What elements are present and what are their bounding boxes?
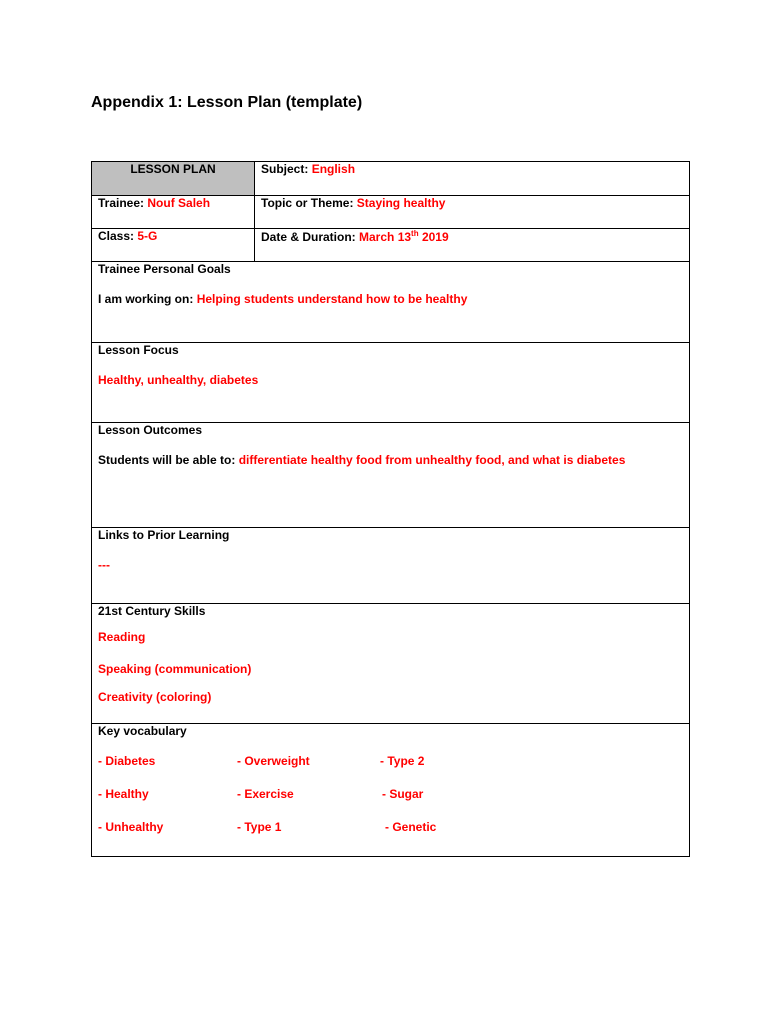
topic-value: Staying healthy [356, 196, 446, 210]
table-row [92, 196, 690, 229]
table-row [92, 262, 690, 343]
date-value-year: 2019 [418, 230, 449, 244]
vocab-item: - Unhealthy [98, 820, 164, 834]
table-row [92, 604, 690, 724]
focus-title: Lesson Focus [98, 343, 179, 357]
prior-learning-title: Links to Prior Learning [98, 528, 230, 542]
trainee-label: Trainee: [98, 196, 145, 210]
table-row [92, 423, 690, 528]
skills-cell [92, 604, 690, 724]
vocab-title: Key vocabulary [98, 724, 187, 738]
skills-title: 21st Century Skills [98, 604, 206, 618]
goals-body [98, 292, 683, 306]
trainee-value: Nouf Saleh [147, 196, 211, 210]
subject-label: Subject: [261, 162, 309, 176]
skill-item: Speaking (communication) [98, 662, 252, 676]
trainee-cell [92, 196, 255, 229]
vocab-item: - Overweight [237, 754, 310, 768]
goals-value: Helping students understand how to be healthy [196, 292, 468, 306]
table-row [92, 724, 690, 857]
topic-cell [255, 196, 690, 229]
table-row [92, 343, 690, 423]
date-cell [255, 229, 690, 262]
vocab-item: - Healthy [98, 787, 149, 801]
vocab-item: - Type 1 [237, 820, 282, 834]
prior-learning-value: --- [98, 558, 110, 572]
vocab-item: - Sugar [382, 787, 424, 801]
class-label: Class: [98, 229, 135, 243]
goals-title: Trainee Personal Goals [98, 262, 231, 276]
date-value-main: March 13 [359, 230, 412, 244]
focus-value: Healthy, unhealthy, diabetes [98, 373, 259, 387]
table-row [92, 162, 690, 196]
skill-item: Creativity (coloring) [98, 690, 212, 704]
vocab-item: - Diabetes [98, 754, 156, 768]
goals-cell [92, 262, 690, 343]
page-title: Appendix 1: Lesson Plan (template) [91, 94, 363, 111]
focus-cell [92, 343, 690, 423]
outcomes-value: differentiate healthy food from unhealthy food, and what is diabetes [238, 453, 626, 467]
subject-value: English [311, 162, 356, 176]
vocab-item: - Type 2 [380, 754, 425, 768]
date-value-suffix: th [411, 229, 419, 238]
outcomes-label: Students will be able to: [98, 453, 236, 467]
table-row [92, 229, 690, 262]
date-value [359, 230, 449, 244]
topic-label: Topic or Theme: [261, 196, 354, 210]
vocab-cell [92, 724, 690, 857]
outcomes-cell [92, 423, 690, 528]
lesson-plan-label: LESSON PLAN [130, 162, 216, 176]
prior-learning-cell [92, 528, 690, 604]
outcomes-title: Lesson Outcomes [98, 423, 203, 437]
skill-item: Reading [98, 630, 146, 644]
subject-cell [255, 162, 690, 196]
date-label: Date & Duration: [261, 230, 356, 244]
table-row [92, 528, 690, 604]
vocab-item: - Genetic [385, 820, 437, 834]
outcomes-body [98, 453, 683, 467]
lesson-plan-header-cell [92, 162, 255, 196]
vocab-grid [98, 738, 683, 848]
goals-label: I am working on: [98, 292, 194, 306]
vocab-item: - Exercise [237, 787, 294, 801]
lesson-plan-table [91, 161, 690, 857]
class-cell [92, 229, 255, 262]
class-value: 5-G [137, 229, 158, 243]
